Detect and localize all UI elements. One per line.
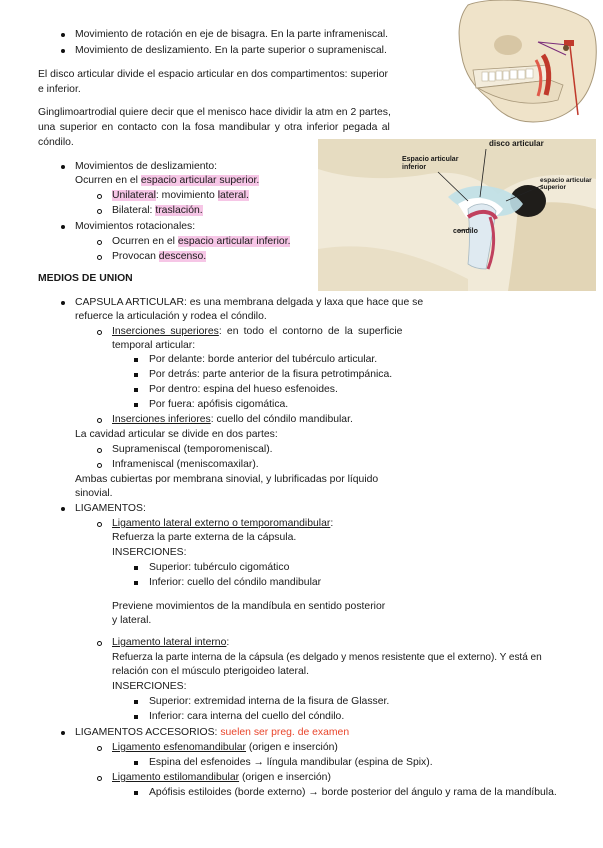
lig-int-item: Superior: extremidad interna de la fisura de Glasser. [149, 696, 390, 707]
lig-ext-item: Superior: tubérculo cigomático [149, 562, 290, 573]
ins-item: Por fuera: apófisis cigomática. [149, 399, 289, 410]
accesorios-title: LIGAMENTOS ACCESORIOS: suelen ser preg. de examen [75, 727, 350, 738]
est-item: Apófisis estiloides (borde externo) → borde posterior del ángulo y rama de la mandíbula. [149, 787, 557, 798]
cubiertas-line2: sinovial. [75, 488, 113, 499]
tmj-illustration [318, 139, 596, 291]
square-bullet [134, 388, 138, 392]
lig-int-refuerza-2: relación con el músculo pterigoideo lateral. [112, 666, 309, 677]
ins-item: Por dentro: espina del hueso esfenoides. [149, 384, 338, 395]
square-bullet [134, 700, 138, 704]
rotacionales-occur: Ocurren en el espacio articular inferior. [112, 236, 291, 247]
ins-sup-line2: temporal articular: [112, 340, 196, 351]
lig-ext-previene: Previene movimientos de la mandíbula en sentido posterior [112, 601, 386, 612]
capsula-line2: refuerce la articulación y rodea el cóndilo. [75, 311, 267, 322]
bilateral-item: Bilateral: traslación. [112, 205, 203, 216]
section-title-medios: MEDIOS DE UNION [38, 273, 133, 284]
sub-bullet [97, 448, 102, 453]
sub-bullet [97, 240, 102, 245]
sub-bullet [97, 746, 102, 751]
lig-ext-inserciones: INSERCIONES: [112, 547, 187, 558]
sub-bullet [97, 463, 102, 468]
rotacionales-title: Movimientos rotacionales: [75, 221, 196, 232]
bullet [61, 33, 65, 37]
sub-bullet [97, 776, 102, 781]
skull-illustration [438, 0, 603, 126]
sub-bullet [97, 255, 102, 260]
deslizamiento-title: Movimientos de deslizamiento: [75, 161, 218, 172]
lig-ext-label: Ligamento lateral externo o temporomandibular: [112, 518, 334, 529]
lig-ext-previene-2: y lateral. [112, 615, 152, 626]
square-bullet [134, 373, 138, 377]
figure-label-disco: disco articular [489, 139, 544, 148]
square-bullet [134, 566, 138, 570]
parte-item: Suprameniscal (temporomeniscal). [112, 444, 273, 455]
list-item: Movimiento de deslizamiento. En la parte superior o suprameniscal. [75, 45, 387, 56]
bullet [61, 301, 65, 305]
square-bullet [134, 581, 138, 585]
capsula-line1: CAPSULA ARTICULAR: es una membrana delgada y laxa que hace que se [75, 297, 424, 308]
bullet [61, 225, 65, 229]
figure-label-superior: espacio articular superior [540, 177, 592, 191]
sub-bullet [97, 330, 102, 335]
paragraph-ginglimo: Ginglimoartrodial quiere decir que el menisco hace dividir la atm en 2 partes, [38, 107, 391, 118]
sub-bullet [97, 194, 102, 199]
cubiertas-line1: Ambas cubiertas por membrana sinovial, y lubrificadas por líquido [75, 474, 379, 485]
square-bullet [134, 403, 138, 407]
est-label: Ligamento estilomandibular (origen e inserción) [112, 772, 331, 783]
bullet [61, 507, 65, 511]
paragraph-ginglimo-3: cóndilo. [38, 137, 74, 148]
square-bullet [134, 715, 138, 719]
ins-item: Por delante: borde anterior del tubérculo articular. [149, 354, 378, 365]
bullet [61, 165, 65, 169]
sub-bullet [97, 522, 102, 527]
list-item: Movimiento de rotación en eje de bisagra. En la parte inframeniscal. [75, 29, 389, 40]
ins-sup: Inserciones superiores: en todo el contorno de la superficie [112, 326, 403, 337]
esf-label: Ligamento esfenomandibular (origen e inserción) [112, 742, 338, 753]
lig-ext-item: Inferior: cuello del cóndilo mandibular [149, 577, 322, 588]
lig-int-refuerza: Refuerza la parte interna de la cápsula (es delgado y menos resistente que el externo). Y está en [112, 652, 542, 663]
paragraph-disco-cont: e inferior. [38, 84, 81, 95]
lig-int-item: Inferior: cara interna del cuello del cóndilo. [149, 711, 345, 722]
rotacionales-provocan: Provocan descenso. [112, 251, 207, 262]
ins-inf: Inserciones inferiores: cuello del cóndilo mandibular. [112, 414, 353, 425]
lig-ext-refuerza: Refuerza la parte externa de la cápsula. [112, 532, 297, 543]
cavidad-text: La cavidad articular se divide en dos partes: [75, 429, 278, 440]
figure-label-condilo: condilo [453, 228, 478, 235]
lig-int-inserciones: INSERCIONES: [112, 681, 187, 692]
unilateral-item: Unilateral: movimiento lateral. [112, 190, 249, 201]
sub-bullet [97, 641, 102, 646]
bullet [61, 731, 65, 735]
parte-item: Inframeniscal (meniscomaxilar). [112, 459, 259, 470]
ligamentos-title: LIGAMENTOS: [75, 503, 146, 514]
paragraph-ginglimo-2: una superior en contacto con la fosa mandibular y otra inferior pegada al [38, 122, 390, 133]
deslizamiento-occur: Ocurren en el espacio articular superior. [75, 175, 260, 186]
bullet [61, 49, 65, 53]
square-bullet [134, 761, 138, 765]
ins-item: Por detrás: parte anterior de la fisura petrotimpánica. [149, 369, 393, 380]
paragraph-disco: El disco articular divide el espacio articular en dos compartimentos: superior [38, 69, 388, 80]
sub-bullet [97, 209, 102, 214]
lig-int-label: Ligamento lateral interno: [112, 637, 230, 648]
sub-bullet [97, 418, 102, 423]
figure-label-inferior: Espacio articular inferior [402, 156, 459, 171]
square-bullet [134, 358, 138, 362]
esf-item: Espina del esfenoides → língula mandibular (espina de Spix). [149, 757, 433, 768]
square-bullet [134, 791, 138, 795]
